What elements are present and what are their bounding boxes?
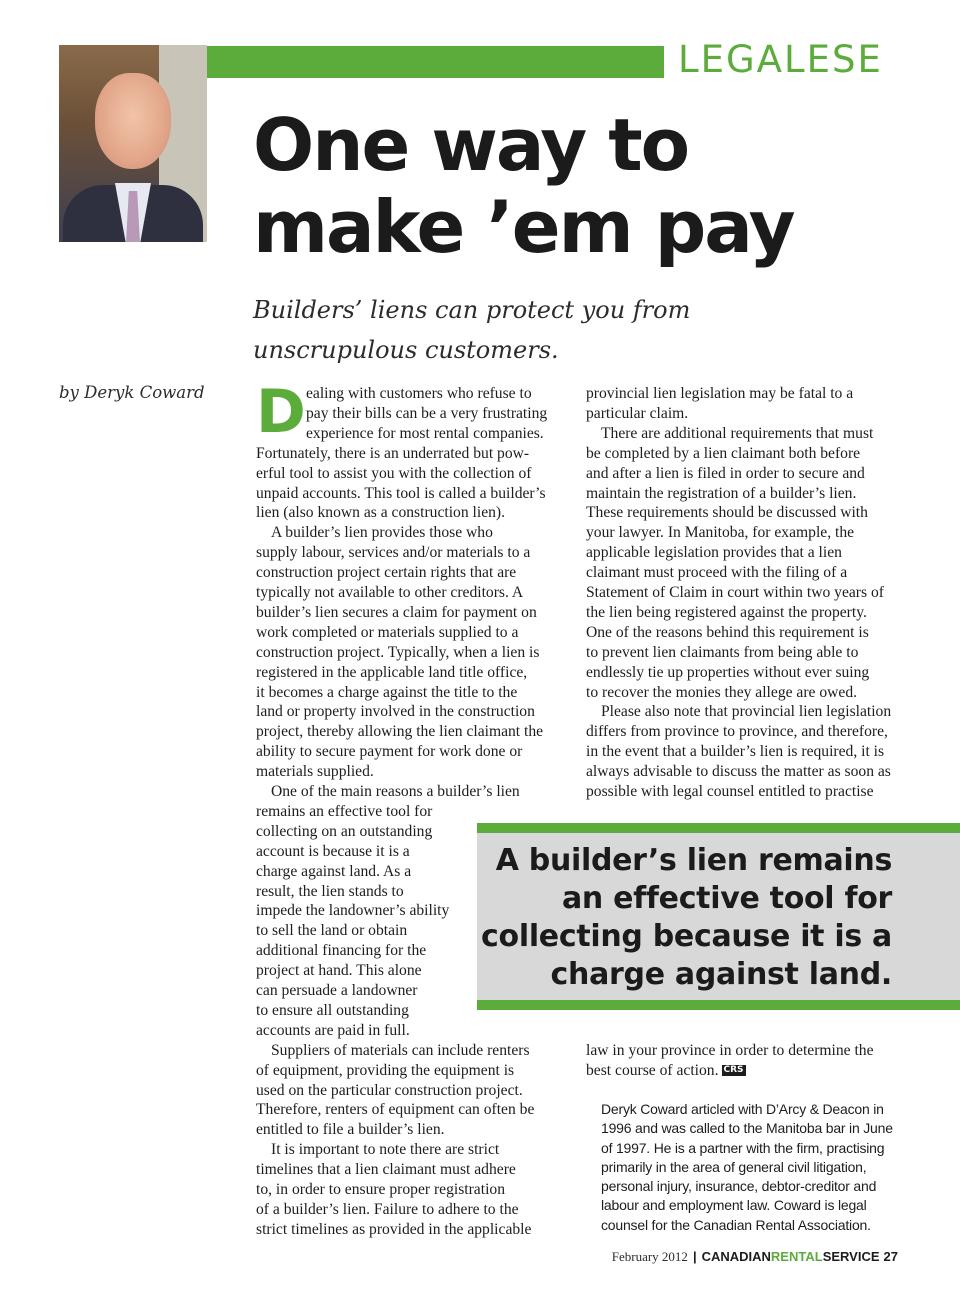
- article-line: charge against land. As a: [256, 862, 412, 880]
- article-line: claimant must proceed with the filing of a: [586, 564, 848, 582]
- publication-name-part: CANADIAN: [701, 1249, 771, 1264]
- subheadline-line: unscrupulous customers.: [253, 336, 559, 364]
- article-line: project, thereby allowing the lien claimant the: [256, 723, 544, 741]
- article-line: be completed by a lien claimant both before: [586, 444, 861, 462]
- article-line: to, in order to ensure proper registration: [256, 1181, 505, 1198]
- subheadline: [253, 290, 733, 370]
- article-line: construction project. Typically, when a lien is: [256, 643, 540, 661]
- article-line: experience for most rental companies.: [306, 424, 544, 442]
- article-line: best course of action. CRS: [586, 1061, 744, 1079]
- article-line: A builder’s lien provides those who: [271, 524, 493, 542]
- pull-quote-line: charge against land.: [550, 957, 892, 992]
- article-line: provincial lien legislation may be fatal to a: [586, 385, 854, 402]
- article-line: materials supplied.: [256, 763, 374, 781]
- bio-line: counsel for the Canadian Rental Association.: [601, 1216, 871, 1233]
- article-line: result, the lien stands to: [256, 882, 404, 900]
- section-tag: LEGALESE: [678, 38, 883, 81]
- article-line: It is important to note there are strict: [271, 1141, 500, 1159]
- bio-line: of 1997. He is a partner with the firm, practising: [601, 1139, 885, 1156]
- publication-name-part: RENTAL: [770, 1249, 823, 1264]
- bio-line: primarily in the area of general civil litigation,: [601, 1158, 867, 1175]
- page-footer: [612, 1248, 898, 1266]
- article-line: to prevent lien claimants from being able to: [586, 643, 859, 661]
- bio-line: personal injury, insurance, debtor-creditor and: [601, 1178, 877, 1195]
- article-line: of equipment, providing the equipment is: [256, 1061, 515, 1079]
- pull-quote: [472, 842, 892, 994]
- pull-quote-rule-bottom: [477, 1000, 960, 1010]
- article-line: unpaid accounts. This tool is called a builder’s: [256, 484, 546, 502]
- article-line: pay their bills can be a very frustrating: [306, 404, 548, 422]
- article-line: One of the main reasons a builder’s lien: [271, 783, 520, 800]
- article-line: applicable legislation provides that a lien: [586, 544, 842, 562]
- article-line: maintain the registration of a builder’s lien.: [586, 484, 857, 502]
- article-line: in the event that a builder’s lien is required, it is: [586, 743, 885, 761]
- headline-line: One way to: [253, 103, 689, 187]
- article-line: One of the reasons behind this requirement is: [586, 623, 869, 641]
- article-line: always advisable to discuss the matter as soon as: [586, 763, 891, 781]
- article-line: remains an effective tool for: [256, 802, 433, 820]
- article-line: erful tool to assist you with the collection of: [256, 464, 532, 482]
- article-line: accounts are paid in full.: [256, 1021, 410, 1039]
- headline: [253, 104, 813, 268]
- article-line: typically not available to other creditors. A: [256, 584, 524, 601]
- article-line: to ensure all outstanding: [256, 1001, 409, 1019]
- article-line: supply labour, services and/or materials to a: [256, 544, 531, 562]
- article-line: These requirements should be discussed with: [586, 504, 868, 522]
- article-column-1: [256, 384, 568, 1244]
- article-line: Therefore, renters of equipment can often be: [256, 1101, 535, 1119]
- article-line: it becomes a charge against the title to the: [256, 683, 518, 701]
- article-line: strict timelines as provided in the applicable: [256, 1220, 532, 1238]
- article-line: builder’s lien secures a claim for payment on: [256, 603, 537, 621]
- article-line: Suppliers of materials can include renters: [271, 1041, 530, 1059]
- article-line: can persuade a landowner: [256, 982, 418, 999]
- article-line: There are additional requirements that must: [601, 424, 874, 442]
- publication-name-part: SERVICE: [822, 1249, 880, 1264]
- article-line: Please also note that provincial lien legislation: [601, 703, 892, 721]
- pull-quote-line: collecting because it is a: [481, 919, 892, 954]
- article-line: ability to secure payment for work done or: [256, 743, 523, 761]
- article-line: additional financing for the: [256, 942, 427, 960]
- drop-cap: D: [256, 377, 306, 447]
- article-line: to recover the monies they allege are owed.: [586, 683, 858, 701]
- pull-quote-rule-top: [477, 823, 960, 833]
- article-line: ealing with customers who refuse to: [306, 385, 532, 402]
- article-line: particular claim.: [586, 404, 689, 422]
- article-line: impede the landowner’s ability: [256, 902, 450, 920]
- pull-quote-line: an effective tool for: [561, 881, 892, 916]
- article-line: the lien being registered against the property.: [586, 603, 867, 621]
- article-line: project at hand. This alone: [256, 962, 422, 980]
- footer-separator: |: [692, 1249, 697, 1264]
- article-line: construction project certain rights that are: [256, 564, 517, 582]
- article-line: account is because it is a: [256, 842, 410, 860]
- author-photo: [59, 45, 207, 242]
- author-bio: [601, 1100, 901, 1235]
- article-line: land or property involved in the construction: [256, 703, 535, 721]
- article-line: differs from province to province, and therefore,: [586, 723, 888, 741]
- article-line: lien (also known as a construction lien).: [256, 504, 506, 522]
- bio-line: labour and employment law. Coward is legal: [601, 1197, 867, 1214]
- article-line: registered in the applicable land title office,: [256, 663, 528, 681]
- article-column-2: [586, 384, 898, 804]
- section-accent-bar: [207, 46, 664, 78]
- article-column-3: [586, 1041, 898, 1086]
- article-line: used on the particular construction project.: [256, 1081, 523, 1099]
- article-line: Fortunately, there is an underrated but pow-: [256, 444, 530, 462]
- article-line: possible with legal counsel entitled to practise: [586, 783, 874, 800]
- bio-line: Deryk Coward articled with D’Arcy & Deacon in: [601, 1101, 884, 1117]
- article-line: your lawyer. In Manitoba, for example, the: [586, 524, 855, 542]
- article-line: of a builder’s lien. Failure to adhere to the: [256, 1200, 519, 1218]
- bio-line: 1996 and was called to the Manitoba bar in June: [601, 1120, 893, 1137]
- end-mark: CRS: [723, 1064, 744, 1075]
- pull-quote-line: A builder’s lien remains: [495, 843, 892, 878]
- article-line: entitled to file a builder’s lien.: [256, 1121, 445, 1139]
- issue-date: February 2012: [611, 1249, 688, 1264]
- byline: by Deryk Coward: [59, 383, 205, 402]
- article-line: law in your province in order to determine the: [586, 1042, 874, 1059]
- article-line: and after a lien is filed in order to secure and: [586, 464, 865, 482]
- subheadline-line: Builders’ liens can protect you from: [253, 296, 691, 324]
- headline-line: make ’em pay: [253, 185, 794, 269]
- article-line: endlessly tie up properties without ever suing: [586, 663, 870, 681]
- article-line: Statement of Claim in court within two years of: [586, 584, 884, 601]
- article-line: collecting on an outstanding: [256, 822, 433, 840]
- article-line: timelines that a lien claimant must adhere: [256, 1161, 516, 1179]
- article-line: to sell the land or obtain: [256, 922, 408, 940]
- article-line: work completed or materials supplied to a: [256, 623, 519, 641]
- page-number: 27: [883, 1249, 898, 1264]
